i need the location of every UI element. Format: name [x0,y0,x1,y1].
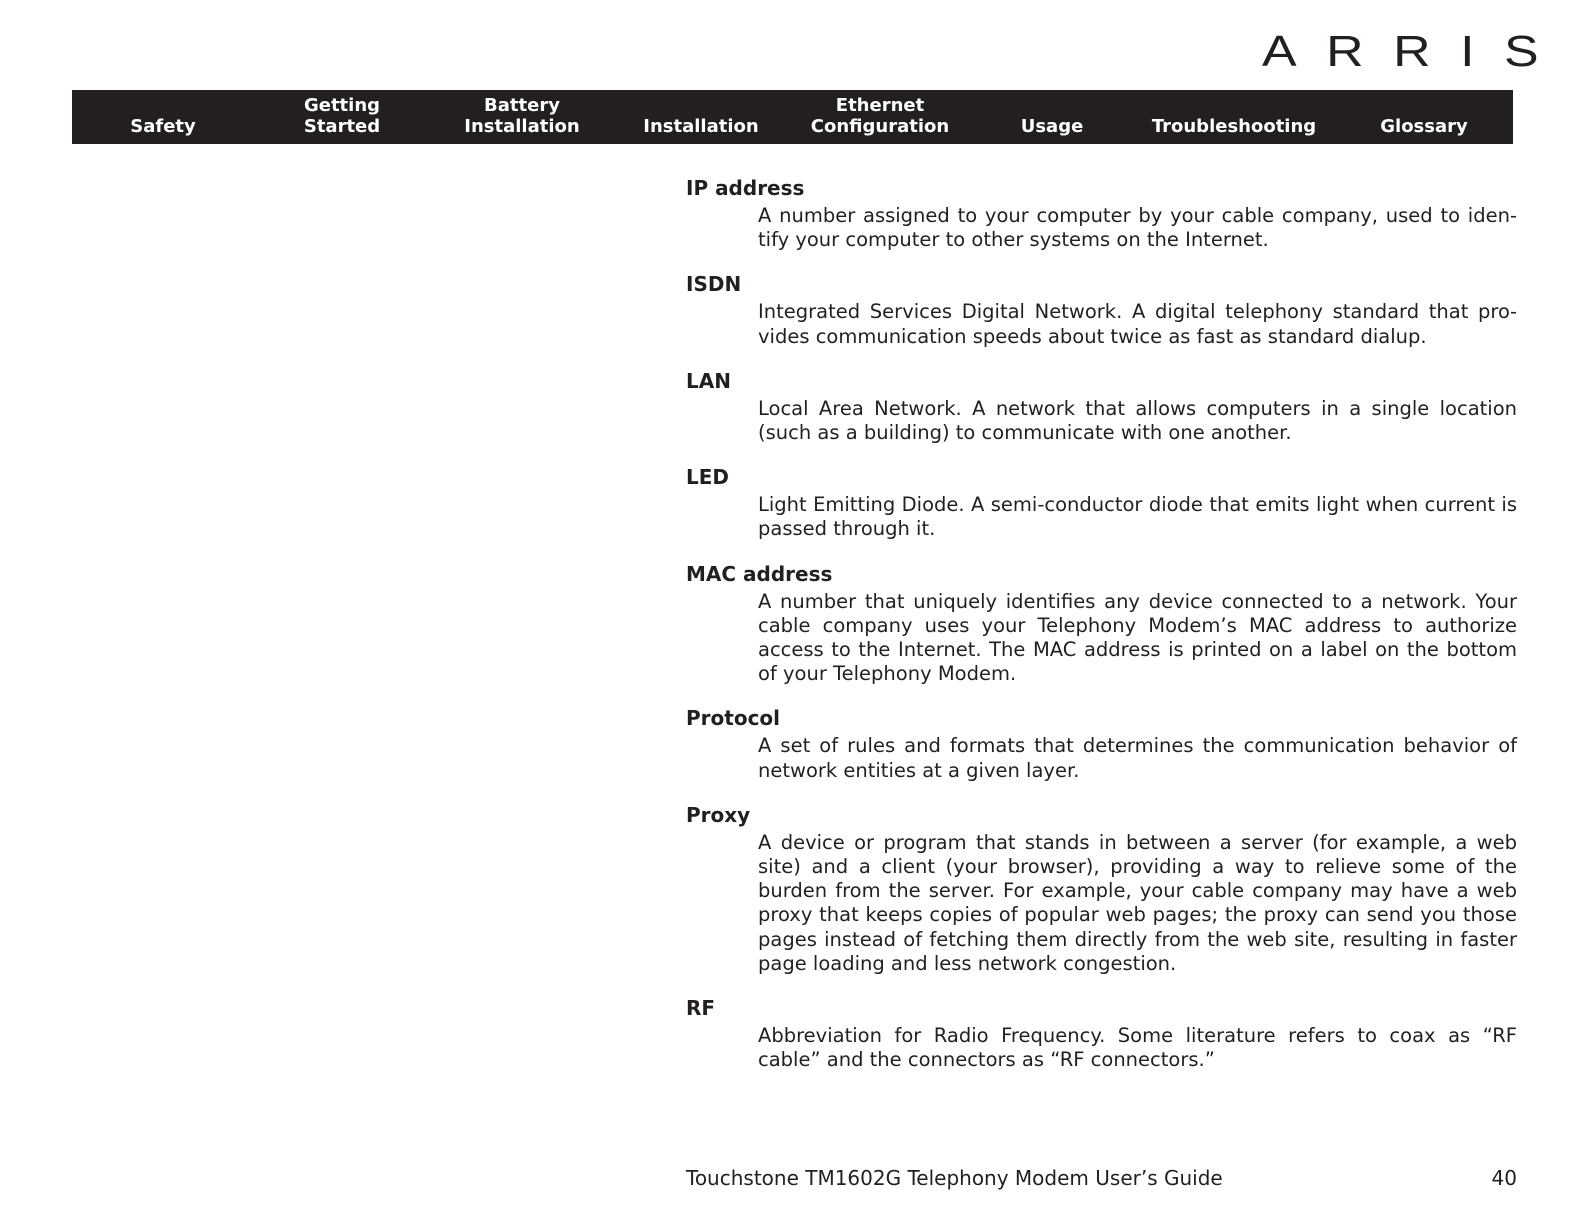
glossary-entry-isdn [686,270,1517,348]
top-navigation-bar [72,90,1513,144]
nav-item-usage[interactable] [1021,116,1084,137]
nav-item-label-line1: Ethernet [835,95,925,116]
glossary-definition: Light Emitting Diode. A semi-conductor diode that emits light when current is passed through it. [758,493,1517,541]
nav-item-installation[interactable] [643,116,758,137]
glossary-list [686,174,1517,1090]
nav-item-battery-installation[interactable] [464,95,579,137]
glossary-entry-protocol [686,704,1517,782]
nav-item-label-line2: Installation [464,116,580,137]
nav-item-label-line2: Safety [130,116,196,137]
glossary-definition: Abbreviation for Radio Frequency. Some literature refers to coax as “RF cable” and the connectors as “RF connectors.” [758,1024,1517,1072]
glossary-definition: A number that uniquely identifies any device connected to a network. Your cable company uses your Telephony Modem’s MAC address to authorize access to the Internet. The MAC address is printed on a label on the bottom of your Telephony Modem. [758,589,1517,686]
nav-item-troubleshooting[interactable] [1152,116,1316,137]
nav-item-ethernet-configuration[interactable] [811,95,949,137]
footer-page-number: 40 [1491,1166,1517,1190]
nav-item-label-line2: Glossary [1380,116,1468,137]
nav-item-safety[interactable] [130,116,196,137]
glossary-term: MAC address [686,561,833,586]
glossary-definition: A device or program that stands in between a server (for example, a web site) and a client (your browser), providing a way to relieve some of the burden from the server. For example, your cable company may have a web proxy that keeps copies of popular web pages; the proxy can send you those pages instead of fetching them directly from the web site, resulting in faster page loading and less network congestion. [758,830,1517,975]
nav-item-label-line1: Battery [484,95,560,116]
glossary-definition: A set of rules and formats that determines the communication behavior of network entities at a given layer. [758,734,1517,782]
nav-item-label-line1: Getting [303,95,381,116]
glossary-entry-ip-address [686,174,1517,252]
glossary-entry-led [686,463,1517,541]
arris-logo: ARRIS [1262,27,1569,76]
glossary-definition: Integrated Services Digital Network. A digital telephony standard that provides communication speeds about twice as fast as standard dialup. [758,300,1517,348]
glossary-term: Proxy [686,802,751,827]
glossary-entry-rf [686,994,1517,1072]
glossary-entry-proxy [686,801,1517,976]
glossary-term: LAN [686,368,731,393]
glossary-term: LED [686,465,730,490]
glossary-term: RF [686,996,716,1021]
glossary-term: Protocol [686,706,781,731]
glossary-term: IP address [686,176,805,200]
nav-item-glossary[interactable] [1380,116,1468,137]
nav-item-label-line2: Configuration [810,116,950,137]
glossary-definition: A number assigned to your computer by your cable company, used to identify your computer to other systems on the Internet. [758,204,1517,252]
nav-item-label-line2: Usage [1020,116,1084,137]
nav-item-getting-started[interactable] [304,95,380,137]
nav-item-label-line2: Installation [643,116,759,137]
glossary-definition: Local Area Network. A network that allows computers in a single location (such as a building) to communicate with one another. [758,396,1517,445]
nav-item-label-line2: Troubleshooting [1151,116,1317,137]
footer-document-title: Touchstone TM1602G Telephony Modem User’s Guide [686,1166,1223,1190]
glossary-entry-lan [686,367,1517,445]
glossary-entry-mac-address [686,560,1517,687]
glossary-term: ISDN [686,272,742,297]
nav-item-label-line2: Started [303,116,381,137]
